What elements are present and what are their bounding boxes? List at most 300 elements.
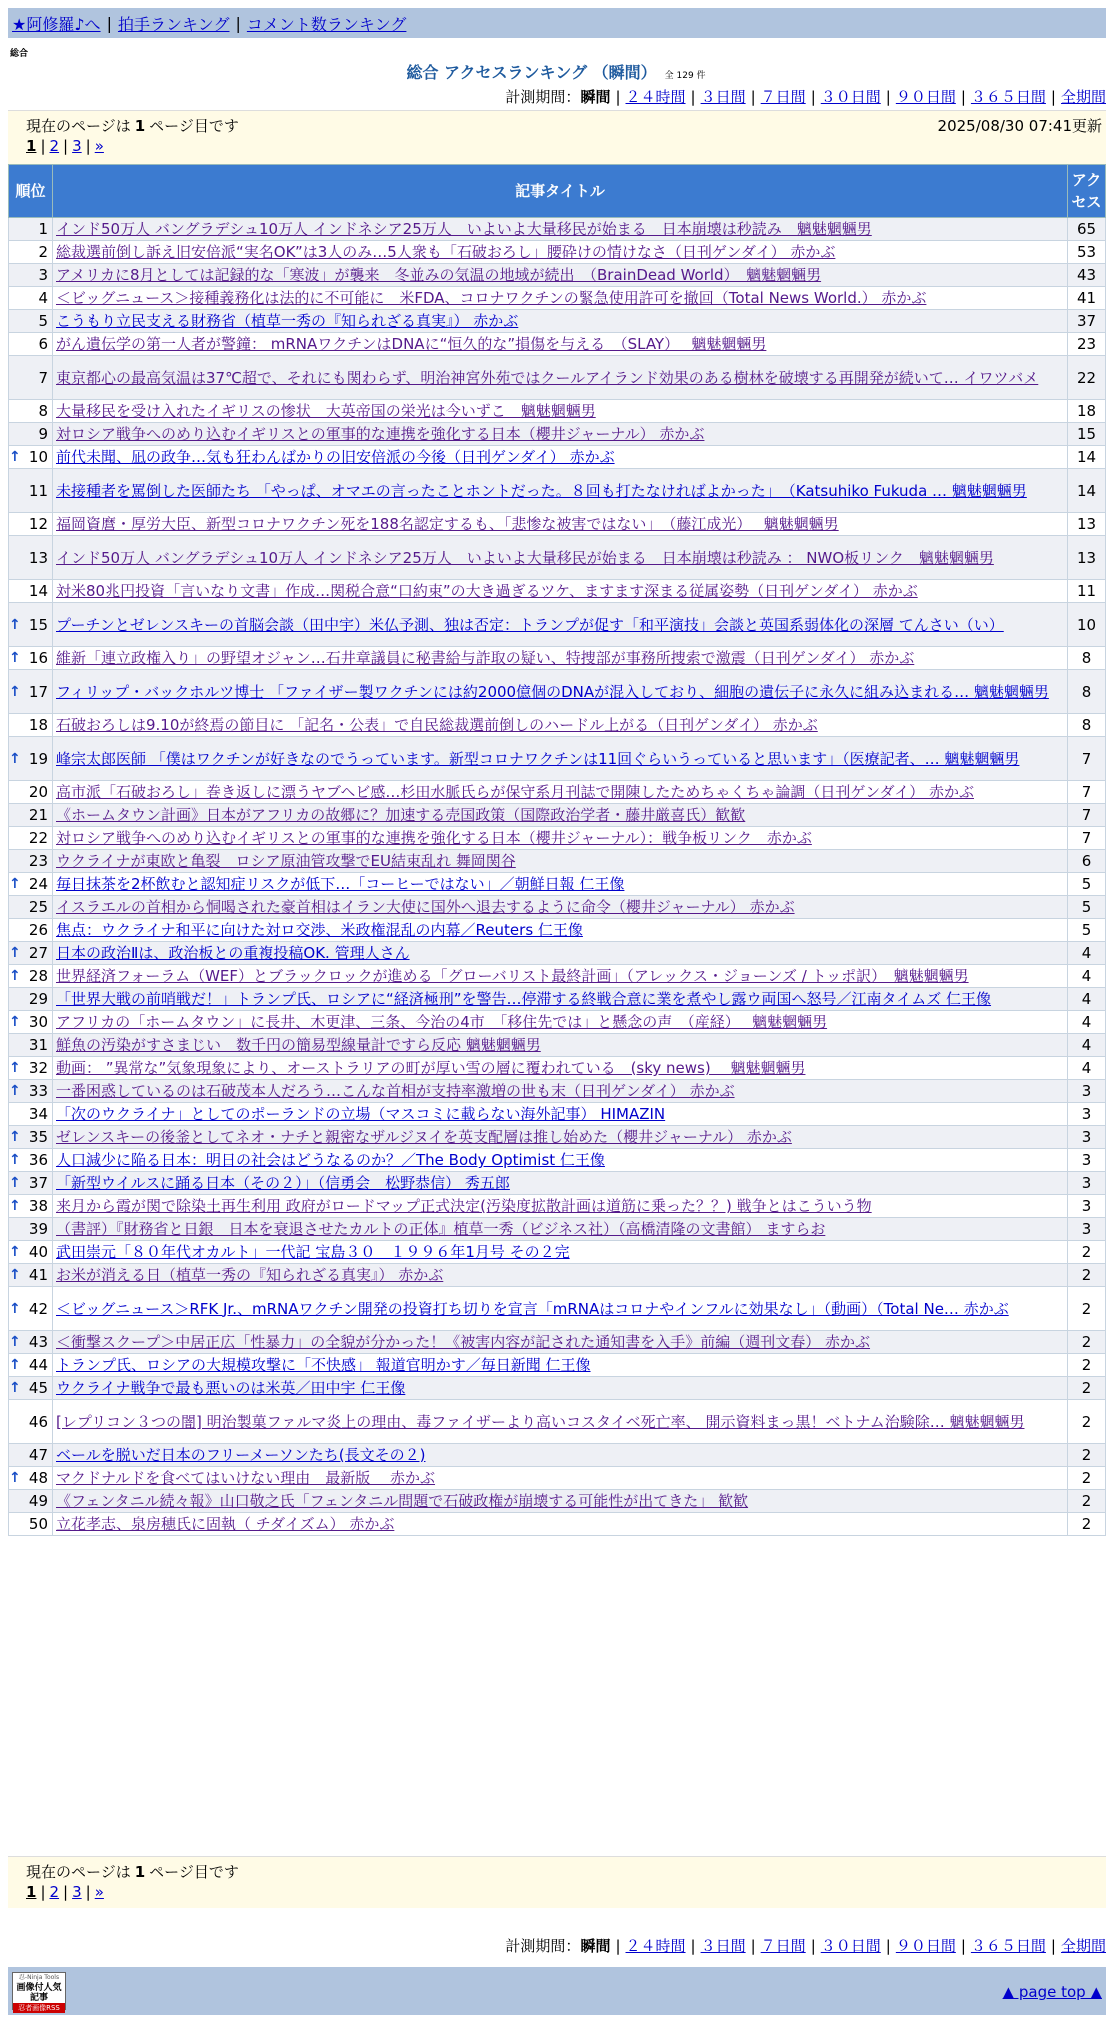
access-count-cell: 11 [1068,580,1106,603]
comment-ranking-link[interactable]: コメント数ランキング [246,14,407,34]
access-count-cell: 2 [1068,1287,1106,1331]
period-option[interactable]: ３０日間 [820,1937,881,1955]
up-arrow-icon: ↑ [9,1175,21,1191]
rank-number: 3 [38,266,48,284]
title-cell [53,1264,1068,1287]
rank-cell [9,356,53,400]
rank-number: 18 [28,716,48,734]
article-title-link[interactable]: 焦点：ウクライナ和平に向けた対ロ交渉、米政権混乱の内幕／Reuters 仁王像 [56,921,583,939]
period-separator: | [1050,88,1056,106]
page-separator: | [40,137,46,155]
table-row [9,1080,1106,1103]
article-title-link[interactable]: フィリップ・バックホルツ博士 「ファイザー製ワクチンには約2000億個のDNAが混入しており、細胞の遺伝子に永久に組み込まれる… 魑魅魍魎男 [56,682,1049,701]
pager-top [8,110,1106,164]
access-count-cell: 43 [1068,264,1106,287]
article-title-link[interactable]: トランプ氏、ロシアの大規模攻撃に「不快感」 報道官明かす／毎日新聞 仁王像 [56,1356,591,1374]
nav-separator: | [235,13,241,33]
access-count-cell: 2 [1068,1331,1106,1354]
period-option[interactable]: ７日間 [760,88,806,106]
rank-number: 1 [38,220,48,238]
rank-number: 10 [28,448,48,466]
page-link[interactable]: 2 [49,1883,60,1901]
title-cell [53,1354,1068,1377]
access-count-cell: 15 [1068,423,1106,446]
article-title-link[interactable]: ＜ビッグニュース＞接種義務化は法的に不可能に 米FDA、コロナワクチンの緊急使用許可を撤回（Total News World.） 赤かぶ [56,289,927,307]
table-row [9,603,1106,647]
article-title-link[interactable]: 来月から霞が関で除染土再生利用 政府がロードマップ正式決定(汚染度拡散計画は道筋に乗った？？) 戦争とはこういう物 [56,1197,872,1215]
table-row [9,1057,1106,1080]
rank-number: 23 [28,852,48,870]
period-separator: | [690,88,696,106]
access-count-cell: 2 [1068,1400,1106,1444]
article-title-link[interactable]: インド50万人 バングラデシュ10万人 インドネシア25万人 いよいよ大量移民が始まる 日本崩壊は秒読み ： NWO板リンク 魑魅魍魎男 [56,548,994,567]
table-row [9,264,1106,287]
rank-cell [9,1034,53,1057]
access-count-cell: 8 [1068,714,1106,737]
rank-number: 13 [28,548,48,567]
page-link-current: 1 [26,1883,37,1901]
rank-number: 44 [28,1356,48,1374]
rank-cell [9,1011,53,1034]
current-page-number: 1 [134,1863,146,1881]
rank-number: 46 [28,1412,48,1431]
rank-number: 2 [38,243,48,261]
rank-number: 28 [28,967,48,985]
article-title-link[interactable]: 人口減少に陥る日本：明日の社会はどうなるのか？／The Body Optimist 仁王像 [56,1151,605,1169]
table-row [9,896,1106,919]
title-cell [53,1287,1068,1331]
next-page-link[interactable]: » [94,1883,104,1901]
access-count-cell: 2 [1068,1377,1106,1400]
page-links [26,1883,104,1901]
article-title-link[interactable]: 対ロシア戦争へのめり込むイギリスとの軍事的な連携を強化する日本（櫻井ジャーナル） 赤かぶ [56,425,705,443]
up-arrow-icon: ↑ [9,1060,21,1076]
rank-cell [9,423,53,446]
period-selector-top [505,86,1106,107]
rank-number: 41 [28,1266,48,1284]
article-title-link[interactable]: 未接種者を罵倒した医師たち 「やっぱ、オマエの言ったことホントだった。８回も打たなければよかった」 （Katsuhiko Fukuda … 魑魅魍魎男 [56,481,1027,500]
article-title-link[interactable]: イスラエルの首相から恫喝された豪首相はイラン大使に国外へ退去するように命令（櫻井ジャーナル） 赤かぶ [56,898,795,916]
up-arrow-icon: ↑ [9,1334,21,1350]
page-title: 総合 アクセスランキング （瞬間） [406,63,657,82]
article-title-link[interactable]: 毎日抹茶を2杯飲むと認知症リスクが低下…「コーヒーではない」／朝鮮日報 仁王像 [56,875,625,893]
rank-number: 40 [28,1243,48,1261]
table-row [9,469,1106,513]
article-title-link[interactable]: 石破おろしは9.10が終焉の節目に 「記名・公表」で自民総裁選前倒しのハードル上がる（日刊ゲンダイ） 赤かぶ [56,716,818,734]
article-title-link[interactable]: 福岡資麿・厚労大臣、新型コロナワクチン死を188名認定するも、「悲惨な被害ではない」 （藤江成光） 魑魅魍魎男 [56,515,839,533]
period-separator: | [960,88,966,106]
access-count-cell: 13 [1068,536,1106,580]
title-cell [53,333,1068,356]
access-count-cell: 7 [1068,737,1106,781]
article-title-link[interactable]: インド50万人 バングラデシュ10万人 インドネシア25万人 いよいよ大量移民が始まる 日本崩壊は秒読み 魑魅魍魎男 [56,220,872,238]
period-option[interactable]: ３日間 [700,1937,746,1955]
rank-cell [9,1057,53,1080]
period-option: 瞬間 [580,1937,611,1955]
period-option[interactable]: ２４時間 [625,88,686,106]
table-row [9,965,1106,988]
article-title-link[interactable]: マクドナルドを食べてはいけない理由 最新版 赤かぶ [56,1469,436,1487]
title-cell [53,264,1068,287]
table-row [9,1377,1106,1400]
article-title-link[interactable]: 日本の政治Ⅱは、政治板との重複投稿OK. 管理人さん [56,944,410,962]
title-cell [53,1444,1068,1467]
current-page-suffix: ページ目です [149,1863,239,1881]
access-count-cell: 8 [1068,647,1106,670]
rank-cell [9,310,53,333]
access-count-cell: 3 [1068,1195,1106,1218]
up-arrow-icon: ↑ [9,1152,21,1168]
article-title-link[interactable]: 一番困惑しているのは石破茂本人だろう…こんな首相が支持率激増の世も末（日刊ゲンダイ） 赤かぶ [56,1082,735,1100]
up-arrow-icon: ↑ [9,750,21,767]
access-count-cell: 4 [1068,942,1106,965]
title-cell [53,1467,1068,1490]
rank-cell [9,603,53,647]
rank-number: 47 [28,1446,48,1464]
article-title-link[interactable]: ＜ビッグニュース＞RFK Jr.、mRNAワクチン開発の投資打ち切りを宣言「mRNAはコロナやインフルに効果なし」（動画）（Total Ne… 赤かぶ [56,1299,1009,1318]
rank-cell [9,287,53,310]
access-count-cell: 2 [1068,1513,1106,1536]
rank-number: 27 [28,944,48,962]
title-cell [53,965,1068,988]
article-title-link[interactable]: 《フェンタニル続々報》山口敬之氏「フェンタニル問題で石破政権が崩壊する可能性が出てきた」 歓歓 [56,1492,749,1510]
rank-number: 8 [38,402,48,420]
table-row [9,1287,1106,1331]
period-separator: | [750,1937,756,1955]
access-count-cell: 4 [1068,988,1106,1011]
article-title-link[interactable]: 総裁選前倒し訴え旧安倍派“実名OK”は3人のみ…5人衆も「石破おろし」腰砕けの情けなさ（日刊ゲンダイ） 赤かぶ [56,243,836,261]
table-row [9,1149,1106,1172]
article-title-link[interactable]: （書評）『財務省と日銀 日本を衰退させたカルトの正体』植草一秀（ビジネス社）（高橋清隆の文書館） ますらお [56,1220,826,1238]
table-row [9,287,1106,310]
article-title-link[interactable]: ＜衝撃スクープ＞中居正広「性暴力」の全貌が分かった！《被害内容が記された通知書を入手》前編（週刊文春） 赤かぶ [56,1333,871,1351]
article-title-link[interactable]: ウクライナ戦争で最も悪いのは米英／田中宇 仁王像 [56,1379,406,1397]
article-title-link[interactable]: こうもり立民支える財務省（植草一秀の『知られざる真実』） 赤かぶ [56,312,519,330]
page-separator: | [40,1883,46,1901]
article-title-link[interactable]: 「新型ウイルスに踊る日本（その２）」（信勇会 松野恭信） 秀五郎 [56,1174,510,1192]
period-separator: | [1050,1937,1056,1955]
updated-timestamp: 2025/08/30 07:41更新 [937,117,1102,135]
table-row [9,1011,1106,1034]
title-cell [53,536,1068,580]
article-title-link[interactable]: がん遺伝学の第一人者が警鐘： mRNAワクチンはDNAに“恒久的な”損傷を与える （SLAY） 魑魅魍魎男 [56,335,767,353]
table-row [9,536,1106,580]
period-separator: | [615,88,621,106]
period-label: 計測期間： [505,88,581,106]
article-title-link[interactable]: 対米80兆円投資「言いなり文書」作成…関税合意“口約束”の大き過ぎるツケ、ますます深まる従属姿勢（日刊ゲンダイ） 赤かぶ [56,582,918,600]
title-cell [53,873,1068,896]
rank-number: 48 [28,1469,48,1487]
rank-cell [9,536,53,580]
period-option[interactable]: ３０日間 [820,88,881,106]
page-separator: | [63,137,69,155]
rank-cell [9,1218,53,1241]
access-count-cell: 2 [1068,1264,1106,1287]
up-arrow-icon: ↑ [9,616,21,633]
article-title-link[interactable]: ベールを脱いだ日本のフリーメーソンたち(長文その２) [56,1446,426,1464]
article-title-link[interactable]: 前代未聞、凪の政争…気も狂わんばかりの旧安倍派の今後（日刊ゲンダイ） 赤かぶ [56,448,615,466]
article-title-link[interactable]: [レプリコン３つの闇] 明治製菓ファルマ炎上の理由、毒ファイザーより高いコスタイベ死亡率、 開示資料まっ黒！ベトナム治験除… 魑魅魍魎男 [56,1412,1025,1431]
ninja-tools-logo[interactable] [12,1972,66,2010]
article-title-link[interactable]: 動画： ”異常な”気象現象により、オーストラリアの町が厚い雪の層に覆われている (sky news) 魑魅魍魎男 [56,1059,806,1077]
rank-cell [9,1264,53,1287]
rank-cell [9,670,53,714]
rank-cell [9,218,53,241]
rank-cell [9,1400,53,1444]
up-arrow-icon: ↑ [9,945,21,961]
rank-cell [9,1467,53,1490]
article-title-link[interactable]: 峰宗太郎医師 「僕はワクチンが好きなのでうっています。新型コロナワクチンは11回ぐらいうっていると思います」（医療記者、… 魑魅魍魎男 [56,749,1020,768]
rank-number: 37 [28,1174,48,1192]
rank-cell [9,827,53,850]
table-row [9,400,1106,423]
ranking-table [8,164,1106,1536]
rank-number: 42 [28,1299,48,1318]
rank-cell [9,1377,53,1400]
table-row [9,1172,1106,1195]
rank-column-header: 順位 [9,165,53,218]
page-separator: | [63,1883,69,1901]
title-cell [53,310,1068,333]
access-count-cell: 4 [1068,965,1106,988]
rank-cell [9,1331,53,1354]
access-count-cell: 4 [1068,1011,1106,1034]
rank-number: 31 [28,1036,48,1054]
table-row [9,1103,1106,1126]
rank-cell [9,714,53,737]
article-title-link[interactable]: 高市派「石破おろし」巻き返しに漂うヤブヘビ感…杉田水脈氏らが保守系月刊誌で開陳したためちゃくちゃ論調（日刊ゲンダイ） 赤かぶ [56,783,974,801]
title-cell [53,942,1068,965]
article-title-link[interactable]: 武田崇元「８０年代オカルト」一代記 宝島３０ １９９６年1月号 その２完 [56,1243,570,1261]
table-row [9,423,1106,446]
rank-cell [9,781,53,804]
up-arrow-icon: ↑ [9,1267,21,1283]
rank-cell [9,1490,53,1513]
rank-number: 17 [28,682,48,701]
page-top-link[interactable]: ▲ page top ▲ [1002,1983,1102,2001]
table-row [9,942,1106,965]
rank-cell [9,446,53,469]
rank-cell [9,241,53,264]
up-arrow-icon: ↑ [9,1129,21,1145]
table-row [9,1241,1106,1264]
rank-number: 30 [28,1013,48,1031]
article-title-link[interactable]: 立花孝志、泉房穂氏に固執（ チダイズム） 赤かぶ [56,1515,395,1533]
title-cell [53,1195,1068,1218]
up-arrow-icon: ↑ [9,1014,21,1030]
rank-number: 33 [28,1082,48,1100]
table-row [9,1034,1106,1057]
title-cell [53,827,1068,850]
table-row [9,850,1106,873]
rank-number: 43 [28,1333,48,1351]
table-row [9,218,1106,241]
access-count-cell: 5 [1068,919,1106,942]
period-separator: | [750,88,756,106]
title-cell [53,647,1068,670]
rank-number: 25 [28,898,48,916]
rank-cell [9,400,53,423]
table-row [9,310,1106,333]
access-count-cell: 5 [1068,896,1106,919]
table-row [9,241,1106,264]
rank-number: 7 [38,368,48,387]
access-column-header: アクセス [1068,165,1106,218]
access-count-cell: 22 [1068,356,1106,400]
period-option[interactable]: ９０日間 [895,88,956,106]
rank-number: 11 [28,481,48,500]
table-row [9,1490,1106,1513]
up-arrow-icon: ↑ [9,650,21,666]
up-arrow-icon: ↑ [9,683,21,700]
page-link[interactable]: 3 [72,137,82,155]
access-count-cell: 3 [1068,1218,1106,1241]
title-cell [53,737,1068,781]
rank-number: 24 [28,875,48,893]
title-cell [53,1149,1068,1172]
table-row [9,781,1106,804]
article-title-link[interactable]: お米が消える日（植草一秀の『知られざる真実』） 赤かぶ [56,1266,444,1284]
title-cell [53,356,1068,400]
title-cell [53,804,1068,827]
title-cell [53,1218,1068,1241]
nav-separator: | [106,13,112,33]
period-separator: | [615,1937,621,1955]
article-title-link[interactable]: 世界経済フォーラム（WEF）とブラックロックが進める「グローバリスト最終計画」（アレックス・ジョーンズ / トッポ訳） 魑魅魍魎男 [56,967,969,985]
access-count-cell: 14 [1068,446,1106,469]
article-title-link[interactable]: プーチンとゼレンスキーの首脳会談（田中宇）米仏予測、独は否定：トランプが促す「和平演技」会談と英国系弱体化の深層 てんさい（い） [56,615,1004,634]
title-cell [53,1377,1068,1400]
table-row [9,714,1106,737]
rank-cell [9,333,53,356]
access-count-cell: 14 [1068,469,1106,513]
period-option[interactable]: ３６５日間 [970,1937,1046,1955]
title-cell [53,1331,1068,1354]
article-title-link[interactable]: 「世界大戦の前哨戦だ！」トランプ氏、ロシアに“経済極刑”を警告…停滞する終戦合意に業を煮やし露ウ両国へ怒号／江南タイムズ 仁王像 [56,990,992,1008]
access-count-cell: 4 [1068,1034,1106,1057]
title-cell [53,1011,1068,1034]
article-title-link[interactable]: 東京都心の最高気温は37℃超で、それにも関わらず、明治神宮外苑ではクールアイランド効果のある樹林を破壊する再開発が続いて… イワツバメ [56,368,1039,387]
current-page-suffix: ページ目です [149,117,239,135]
table-row [9,919,1106,942]
footer-bar [8,1967,1106,2015]
title-cell [53,1057,1068,1080]
access-count-cell: 3 [1068,1149,1106,1172]
up-arrow-icon: ↑ [9,1300,21,1317]
table-row [9,1444,1106,1467]
title-cell [53,1080,1068,1103]
up-arrow-icon: ↑ [9,1083,21,1099]
rank-number: 6 [38,335,48,353]
period-option[interactable]: ３日間 [700,88,746,106]
title-cell [53,580,1068,603]
page-separator: | [85,1883,91,1901]
period-option: 瞬間 [580,88,611,106]
access-count-cell: 13 [1068,513,1106,536]
logo-line1: 忍-Ninja Tools [18,1974,60,1981]
table-row [9,580,1106,603]
period-option[interactable]: ９０日間 [895,1937,956,1955]
pager-bottom [8,1856,1106,1908]
access-count-cell: 18 [1068,400,1106,423]
title-cell [53,919,1068,942]
rank-number: 36 [28,1151,48,1169]
rank-number: 4 [38,289,48,307]
period-option[interactable]: ７日間 [760,1937,806,1955]
up-arrow-icon: ↑ [9,1244,21,1260]
period-option[interactable]: ３６５日間 [970,88,1046,106]
article-title-link[interactable]: 「次のウクライナ」としてのポーランドの立場（マスコミに載らない海外記事） HIMAZIN [56,1105,666,1123]
rank-cell [9,1287,53,1331]
total-count: 全 129 件 [664,71,706,81]
access-count-cell: 2 [1068,1444,1106,1467]
access-count-cell: 2 [1068,1241,1106,1264]
table-row [9,513,1106,536]
rank-cell [9,873,53,896]
table-row [9,647,1106,670]
current-page-text [26,115,239,136]
access-count-cell: 3 [1068,1103,1106,1126]
current-page-prefix: 現在のページは [26,1863,131,1881]
rank-cell [9,647,53,670]
table-row [9,988,1106,1011]
period-separator: | [810,88,816,106]
rank-number: 45 [28,1379,48,1397]
table-row [9,1218,1106,1241]
period-option[interactable]: 全期間 [1060,88,1106,106]
table-row [9,1400,1106,1444]
table-row [9,1126,1106,1149]
rank-cell [9,1513,53,1536]
period-option[interactable]: ２４時間 [625,1937,686,1955]
article-title-link[interactable]: 《ホームタウン計画》日本がアフリカの故郷に？加速する売国政策（国際政治学者・藤井厳喜氏）歓歓 [56,806,746,824]
page-link[interactable]: 2 [49,137,60,155]
home-link[interactable]: ★阿修羅♪へ [12,14,101,34]
title-cell [53,850,1068,873]
article-title-link[interactable]: ゼレンスキーの後釜としてネオ・ナチと親密なザルジヌイを英支配層は推し始めた（櫻井ジャーナル） 赤かぶ [56,1128,792,1146]
up-arrow-icon: ↑ [9,1198,21,1214]
rank-cell [9,896,53,919]
period-option[interactable]: 全期間 [1060,1937,1106,1955]
title-cell [53,714,1068,737]
article-title-link[interactable]: 対ロシア戦争へのめり込むイギリスとの軍事的な連携を強化する日本（櫻井ジャーナル）：戦争板リンク 赤かぶ [56,829,812,847]
rank-number: 35 [28,1128,48,1146]
article-title-link[interactable]: ウクライナが東欧と亀裂 ロシア原油管攻撃でEU結束乱れ 舞岡関谷 [56,852,516,870]
page-links [26,137,104,155]
title-cell [53,1172,1068,1195]
article-title-link[interactable]: アメリカに8月としては記録的な「寒波」が襲来 冬並みの気温の地域が続出 （BrainDead World） 魑魅魍魎男 [56,266,822,284]
article-title-link[interactable]: アフリカの「ホームタウン」に長井、木更津、三条、今治の4市 「移住先では」と懸念の声 （産経） 魑魅魍魎男 [56,1013,828,1031]
article-title-link[interactable]: 維新「連立政権入り」の野望オジャン…石井章議員に秘書給与詐取の疑い、特捜部が事務所捜索で激震（日刊ゲンダイ） 赤かぶ [56,649,915,667]
rank-cell [9,942,53,965]
access-count-cell: 37 [1068,310,1106,333]
article-title-link[interactable]: 鮮魚の汚染がすさまじい 数千円の簡易型線量計ですら反応 魑魅魍魎男 [56,1036,541,1054]
page-link[interactable]: 3 [72,1883,82,1901]
rank-number: 16 [28,649,48,667]
title-cell [53,988,1068,1011]
table-header-row [9,165,1106,218]
period-label: 計測期間： [505,1937,581,1955]
next-page-link[interactable]: » [94,137,104,155]
rank-number: 50 [28,1515,48,1533]
rank-number: 14 [28,582,48,600]
article-title-link[interactable]: 大量移民を受け入れたイギリスの惨状 大英帝国の栄光は今いずこ 魑魅魍魎男 [56,402,596,420]
rank-number: 21 [28,806,48,824]
title-cell [53,1400,1068,1444]
rank-cell [9,965,53,988]
clap-ranking-link[interactable]: 拍手ランキング [117,14,230,34]
rank-cell [9,988,53,1011]
